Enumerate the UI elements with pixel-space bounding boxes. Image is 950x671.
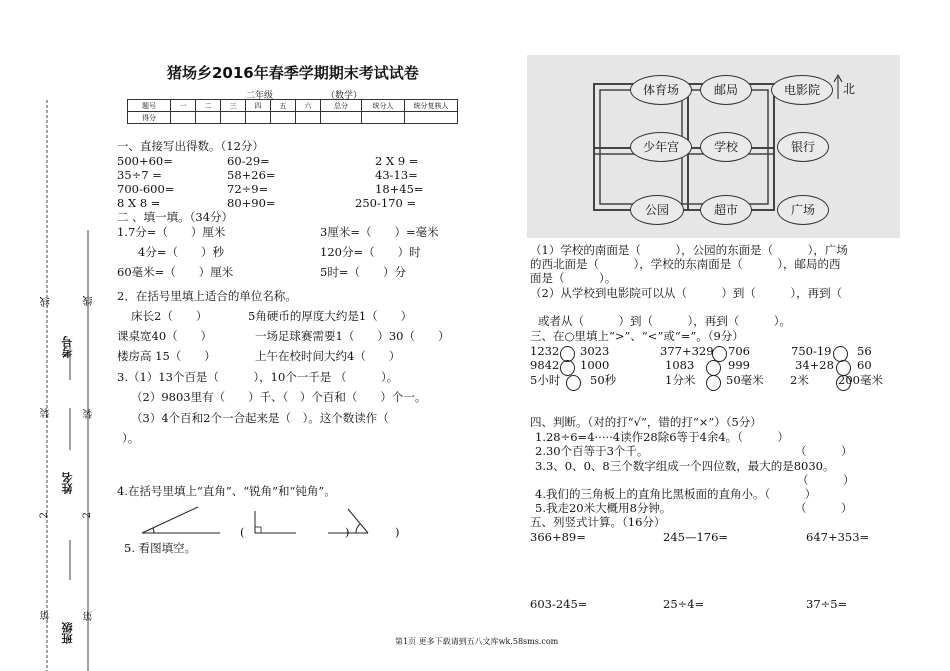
unit-item: 5角硬币的厚度大约是1（ ） <box>248 309 413 323</box>
map-q1-line1: （1）学校的南面是（ ），公园的东面是（ ），广场 <box>530 243 848 257</box>
score-table-row <box>128 112 458 124</box>
margin-two-2: 2 <box>82 512 93 519</box>
margin-di-2: 第 <box>84 611 95 621</box>
margin-xian-2: 线 <box>84 296 95 306</box>
subject-label: （数学） <box>326 91 363 101</box>
place-value-q1: 3.（1）13个百是（ ），10个一千是 （ ）。 <box>117 370 399 384</box>
fill-item: 5时=（ ）分 <box>320 265 406 279</box>
vertical-calc-item: 647+353= <box>806 530 870 544</box>
score-cell[interactable] <box>171 112 196 124</box>
compare-item: 50秒 <box>590 373 617 387</box>
map-place-stadium: 体育场 <box>630 75 692 105</box>
unit-item: 上午在校时间大约4（ ） <box>255 349 401 363</box>
compare-item: 2米 <box>790 373 809 387</box>
angle-figures <box>138 503 408 543</box>
judge-item: 3.3、0、0、8三个数字组成一个四位数，最大的是8030。 <box>535 459 835 473</box>
compare-item: 1分米 <box>665 373 696 387</box>
vertical-calc-item: 603-245= <box>530 597 588 611</box>
fill-item: 4分=（ ）秒 <box>138 245 224 259</box>
compare-item: 706 <box>728 344 750 358</box>
fill-item: 3厘米=（ ）=毫米 <box>320 225 439 239</box>
score-cell[interactable] <box>362 112 405 124</box>
calc-item: 500+60= <box>117 154 173 168</box>
map-place-cinema: 电影院 <box>771 75 833 105</box>
compare-item: 60 <box>857 358 872 372</box>
judge-mark[interactable]: （ ） <box>797 473 855 487</box>
calc-item: 8 X 8 = <box>117 196 161 210</box>
student-name-label: 姓名 <box>61 472 74 494</box>
map-place-supermarket: 超市 <box>700 195 752 225</box>
vertical-calc-item: 366+89= <box>530 530 586 544</box>
score-cell[interactable] <box>321 112 362 124</box>
map-q1-line3: 面是（ ）。 <box>530 271 617 285</box>
margin-di: 第 <box>41 610 52 620</box>
table-header: 总分 <box>321 100 362 112</box>
compare-item: 1083 <box>665 358 695 372</box>
angle-answer-open: ( <box>240 525 245 539</box>
judge-item: 1.28÷6=4·····4读作28除6等于4余4。（ ） <box>535 430 789 444</box>
score-cell[interactable] <box>296 112 321 124</box>
page-footer: 第1页 更多下载请到五八文库wk.58sms.com <box>395 637 559 646</box>
map-q2-line1: （2）从学校到电影院可以从（ ）到（ ），再到（ <box>530 286 843 300</box>
table-header: 四 <box>246 100 271 112</box>
compare-item: 999 <box>728 358 750 372</box>
angle-question: 4.在括号里填上“直角”、“锐角”和“钝角”。 <box>117 484 336 498</box>
margin-xian: 线 <box>41 297 52 307</box>
compare-item: 3023 <box>580 344 610 358</box>
calc-item: 250-170 = <box>355 196 417 210</box>
table-header: 统分人 <box>362 100 405 112</box>
margin-zhuang-2: 装 <box>84 409 95 419</box>
grade-label: 二年级 <box>246 91 274 101</box>
compare-item: 9842 <box>530 358 560 372</box>
score-cell[interactable] <box>405 112 458 124</box>
score-cell[interactable] <box>271 112 296 124</box>
map-place-square: 广场 <box>777 195 829 225</box>
table-header: 二 <box>196 100 221 112</box>
map-question: 5. 看图填空。 <box>124 541 197 555</box>
compare-circle[interactable] <box>566 375 581 391</box>
fill-item: 1.7分=（ ）厘米 <box>117 225 226 239</box>
place-value-q3: （3）4个百和2个一合起来是（ ）。这个数读作（ <box>131 411 389 425</box>
judge-mark[interactable]: （ ） <box>795 444 853 458</box>
vertical-calc-item: 37÷5= <box>806 597 848 611</box>
map-place-youth-palace: 少年宫 <box>630 132 692 162</box>
section1-heading: 一、直接写出得数。（12分） <box>117 139 264 153</box>
vertical-calc-item: 245—176= <box>663 530 729 544</box>
score-table <box>127 99 458 124</box>
compare-item: 377+329 <box>660 344 714 358</box>
table-header: 一 <box>171 100 196 112</box>
judge-item: 5.我走20米大概用8分钟。 <box>535 501 672 515</box>
section2-heading: 二 、填一填。（34分） <box>117 210 234 224</box>
score-cell[interactable] <box>246 112 271 124</box>
calc-item: 60-29= <box>227 154 270 168</box>
north-label: 北 <box>843 82 856 96</box>
calc-item: 72÷9= <box>227 182 269 196</box>
calc-item: 700-600= <box>117 182 175 196</box>
table-header: 三 <box>221 100 246 112</box>
vertical-calc-item: 25÷4= <box>663 597 705 611</box>
calc-item: 35÷7 = <box>117 168 162 182</box>
calc-item: 2 X 9 = <box>375 154 419 168</box>
judge-mark[interactable]: （ ） <box>795 501 853 515</box>
section3-heading: 三、在○里填上“>”、“<”或“=”。（9分） <box>530 329 744 343</box>
exam-number-label: 考号 <box>61 336 74 358</box>
table-header: 统分复核人 <box>405 100 458 112</box>
unit-item: 楼房高 15（ ） <box>117 349 216 363</box>
exam-title: 猪场乡2016年春季学期期末考试试卷 <box>167 64 419 82</box>
calc-item: 80+90= <box>227 196 276 210</box>
map-q1-line2: 的西北面是（ ），学校的东南面是（ ），邮局的西 <box>530 257 841 271</box>
place-value-q2: （2）9803里有（ ）千、（ ）个百和（ ）个一。 <box>131 390 427 404</box>
score-cell[interactable] <box>196 112 221 124</box>
table-header: 六 <box>296 100 321 112</box>
compare-item: 200毫米 <box>838 373 883 387</box>
compare-item: 50毫米 <box>726 373 764 387</box>
section5-heading: 五、列竖式计算。（16分） <box>530 515 666 529</box>
map-q2-line2: 或者从（ ）到（ ），再到（ ）。 <box>538 314 791 328</box>
compare-item: 1000 <box>580 358 610 372</box>
compare-item: 1232 <box>530 344 560 358</box>
score-table-header-row <box>128 100 458 112</box>
binding-lines <box>0 0 95 671</box>
fill-item: 120分=（ ）时 <box>320 245 421 259</box>
calc-item: 43-13= <box>375 168 418 182</box>
compare-circle[interactable] <box>706 375 721 391</box>
compare-circle[interactable] <box>560 360 575 376</box>
compare-item: 5小时 <box>530 373 561 387</box>
place-value-q3-end: ）。 <box>122 431 140 445</box>
map-place-bank: 银行 <box>777 132 829 162</box>
unit-item: 一场足球赛需要1（ ）30（ ） <box>255 329 450 343</box>
section4-heading: 四、判断。（对的打“√”，错的打“×”）（5分） <box>530 415 762 429</box>
school-map <box>527 55 900 238</box>
unit-item: 床长2（ ） <box>131 309 208 323</box>
map-place-park: 公园 <box>630 195 684 225</box>
table-row-label: 得分 <box>128 112 171 124</box>
map-place-school: 学校 <box>700 132 752 162</box>
angle-answer-mid: ) <box>345 525 350 539</box>
unit-item: 课桌宽40（ ） <box>117 329 213 343</box>
compare-item: 56 <box>857 344 872 358</box>
fill-item: 60毫米=（ ）厘米 <box>117 265 234 279</box>
calc-item: 58+26= <box>227 168 276 182</box>
class-label: 班级 <box>61 622 74 644</box>
score-cell[interactable] <box>221 112 246 124</box>
margin-two: 2 <box>39 512 50 519</box>
judge-item: 2.30个百等于3个千。 <box>535 444 649 458</box>
table-header: 五 <box>271 100 296 112</box>
map-place-post-office: 邮局 <box>700 75 752 105</box>
calc-item: 18+45= <box>375 182 424 196</box>
unit-question: 2．在括号里填上适合的单位名称。 <box>117 289 297 303</box>
compare-item: 750-19 <box>791 344 832 358</box>
table-header: 题号 <box>128 100 171 112</box>
angle-answer-close: ) <box>395 525 400 539</box>
margin-zhuang: 装 <box>41 408 52 418</box>
compare-circle[interactable] <box>706 360 721 376</box>
compare-item: 34+28 <box>795 358 834 372</box>
judge-item: 4.我们的三角板上的直角比黑板面的直角小。（ ） <box>535 487 817 501</box>
